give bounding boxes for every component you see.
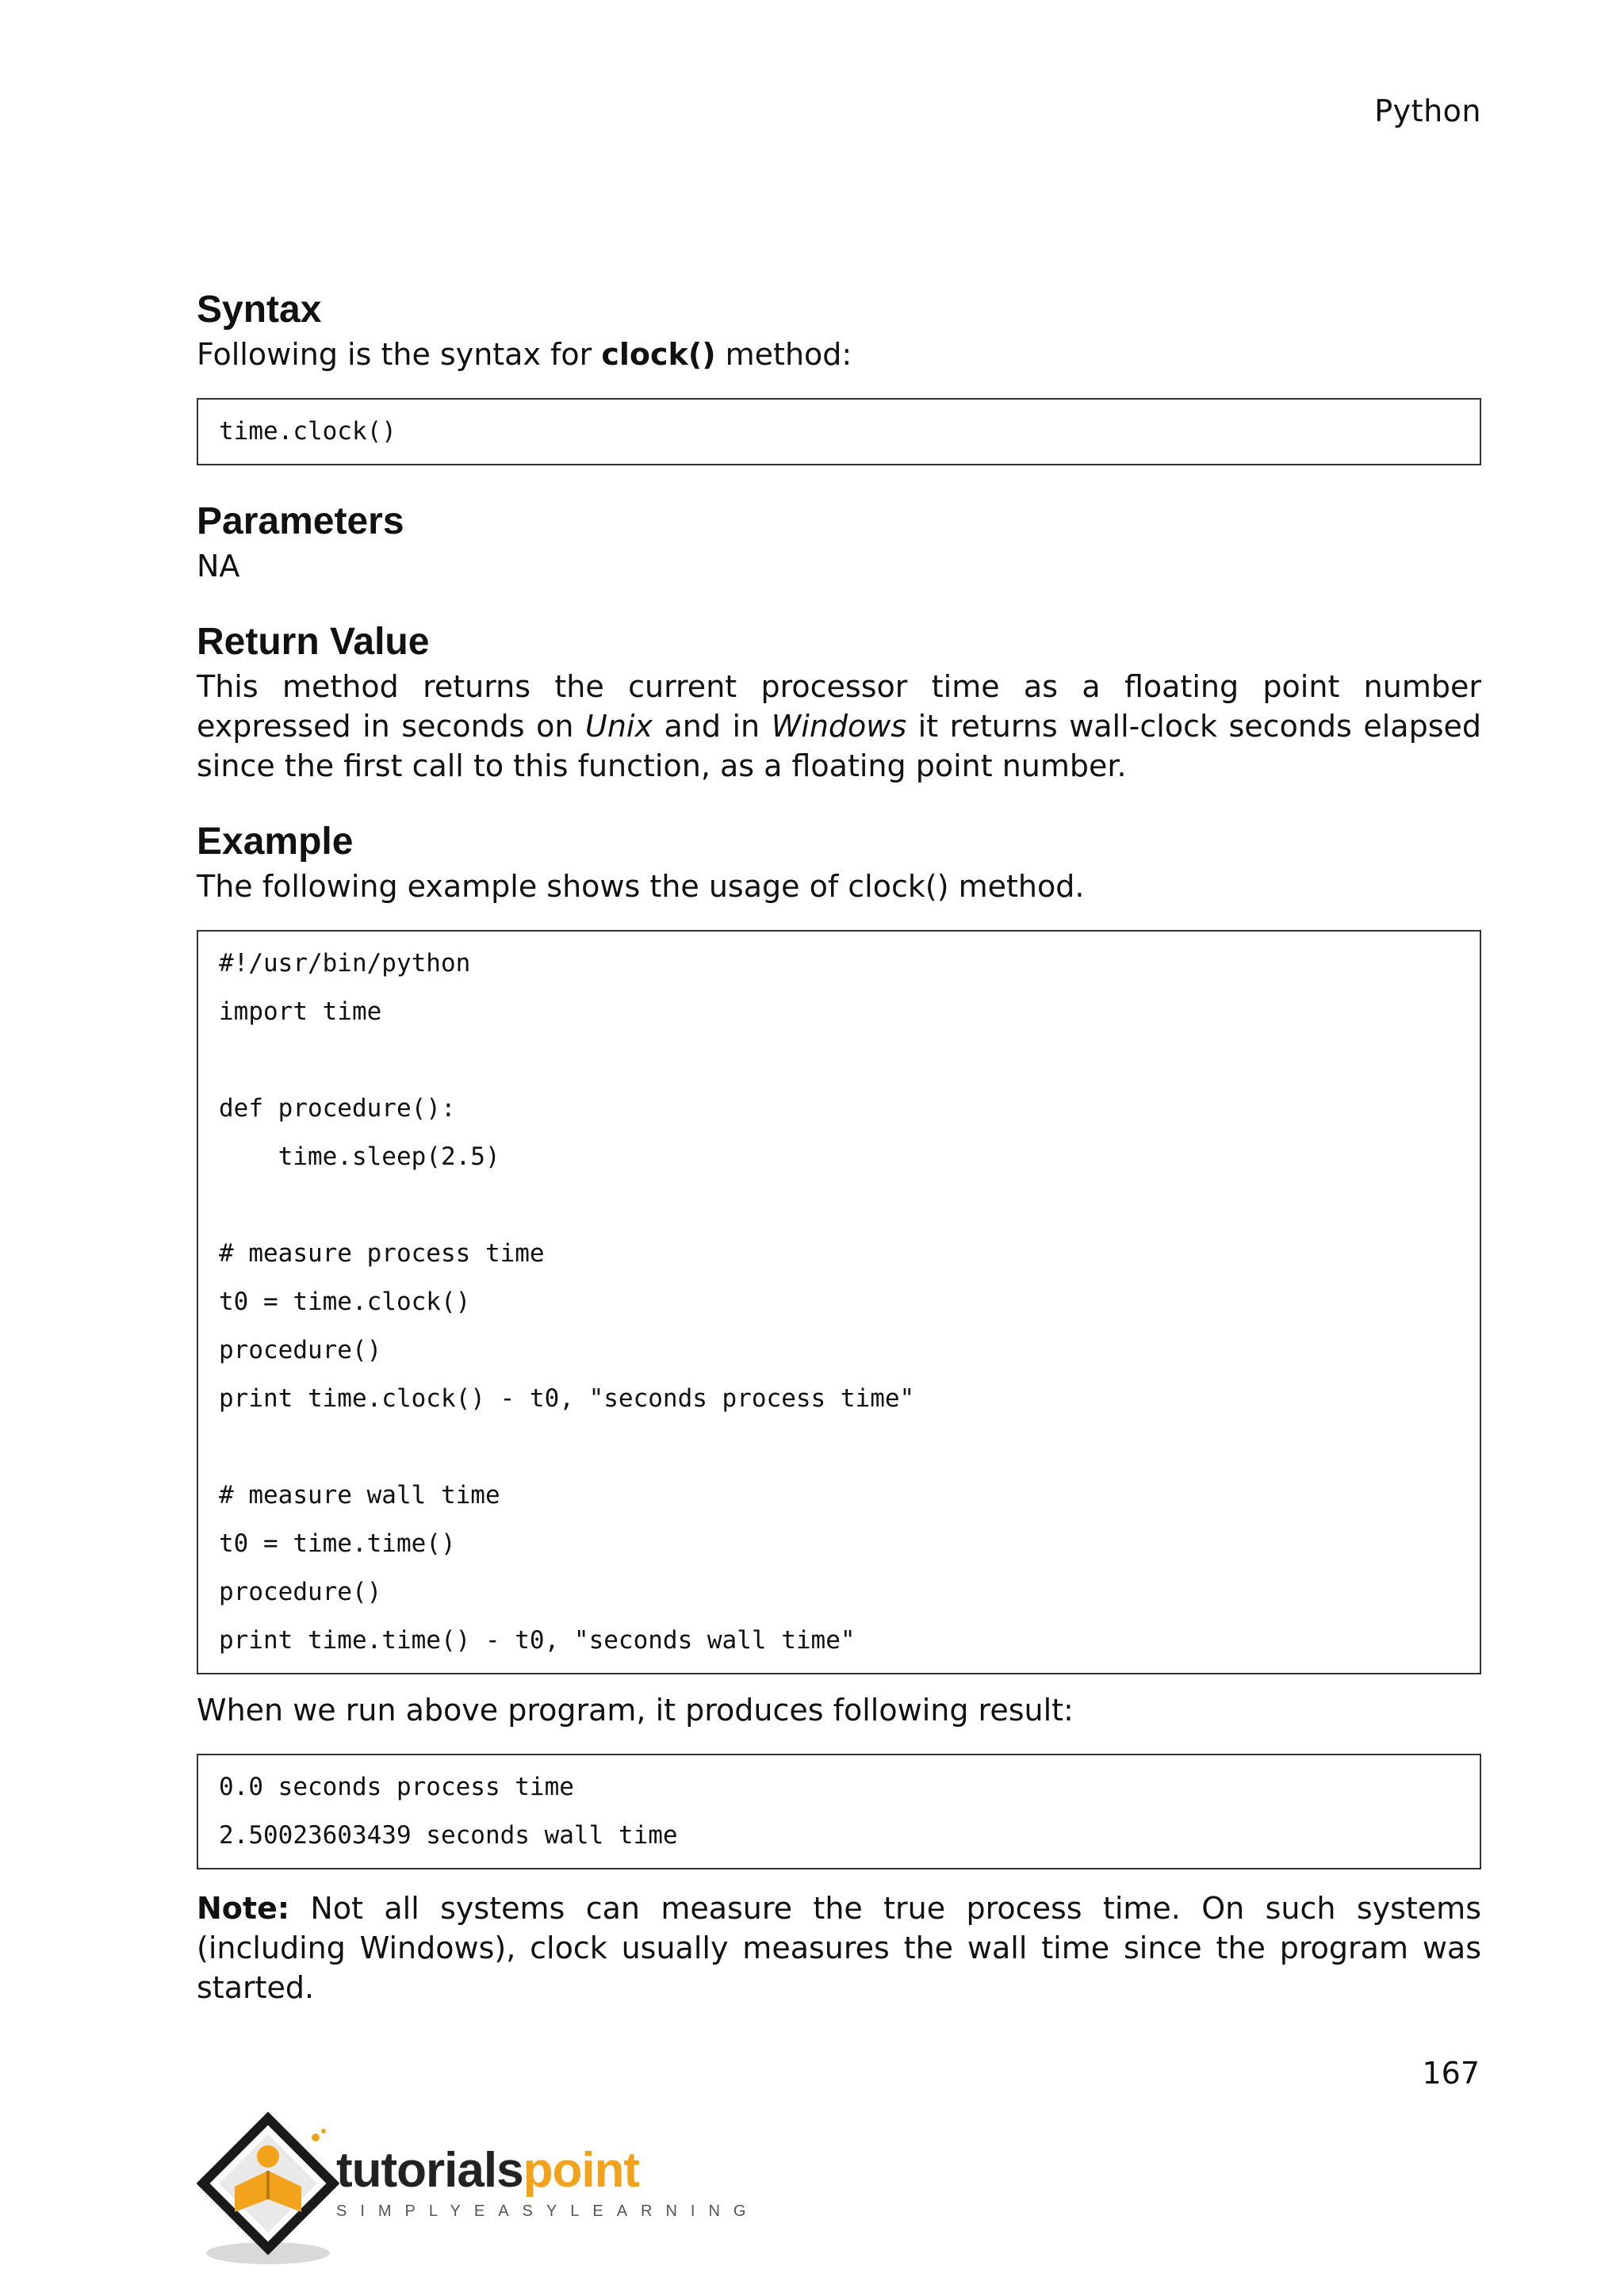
logo-emblem-icon (197, 2110, 339, 2269)
example-heading: Example (197, 821, 354, 863)
result-intro: When we run above program, it produces following result: (197, 1693, 1074, 1728)
code-line: import time (219, 997, 382, 1026)
note-label: Note: (197, 1891, 290, 1926)
code-line: t0 = time.time() (219, 1529, 456, 1558)
output-line: 0.0 seconds process time (219, 1773, 574, 1801)
code-line: # measure wall time (219, 1481, 500, 1510)
note-paragraph: Note: Not all systems can measure the true process time. On such systems (including Windows), clock usually measures the wall time since the program was started. (197, 1891, 1481, 2005)
syntax-intro: Following is the syntax for clock() method: (197, 337, 852, 372)
parameters-text: NA (197, 549, 240, 584)
code-line: time.clock() (219, 417, 396, 446)
code-line (219, 1423, 1459, 1471)
code-line (219, 1036, 1459, 1085)
code-line: def procedure(): (219, 1094, 456, 1123)
output-line: 2.50023603439 seconds wall time (219, 1821, 678, 1850)
return-value-text: This method returns the current processor time as a floating point number expressed in seconds on Unix and in Windows it returns wall-clock seconds elapsed since the first call to this function, as a floating point number. (197, 669, 1482, 783)
logo-tagline: SIMPLYEASYLEARNING (336, 2202, 760, 2220)
page-number: 167 (1422, 2056, 1480, 2091)
code-line: procedure() (219, 1578, 382, 1606)
logo-wordmark: tutorialspoint (336, 2143, 640, 2198)
code-line: print time.time() - t0, "seconds wall time" (219, 1626, 856, 1655)
parameters-heading: Parameters (197, 500, 404, 542)
running-header: Python (1374, 94, 1481, 128)
page-content (197, 285, 1481, 2007)
example-code-block (197, 930, 1481, 1674)
code-line: print time.clock() - t0, "seconds process time" (219, 1384, 915, 1413)
syntax-heading: Syntax (197, 289, 322, 331)
output-block (197, 1754, 1481, 1869)
tutorialspoint-logo (197, 2110, 760, 2269)
code-line: t0 = time.clock() (219, 1288, 471, 1316)
code-line: # measure process time (219, 1239, 545, 1268)
code-line: time.sleep(2.5) (219, 1142, 500, 1171)
return-value-heading: Return Value (197, 621, 430, 663)
code-line (219, 1181, 1459, 1230)
code-line: procedure() (219, 1336, 382, 1364)
syntax-code-block (197, 398, 1481, 465)
code-line: #!/usr/bin/python (219, 949, 471, 978)
syntax-method-name: clock() (601, 337, 716, 372)
example-intro: The following example shows the usage of clock() method. (197, 869, 1085, 904)
